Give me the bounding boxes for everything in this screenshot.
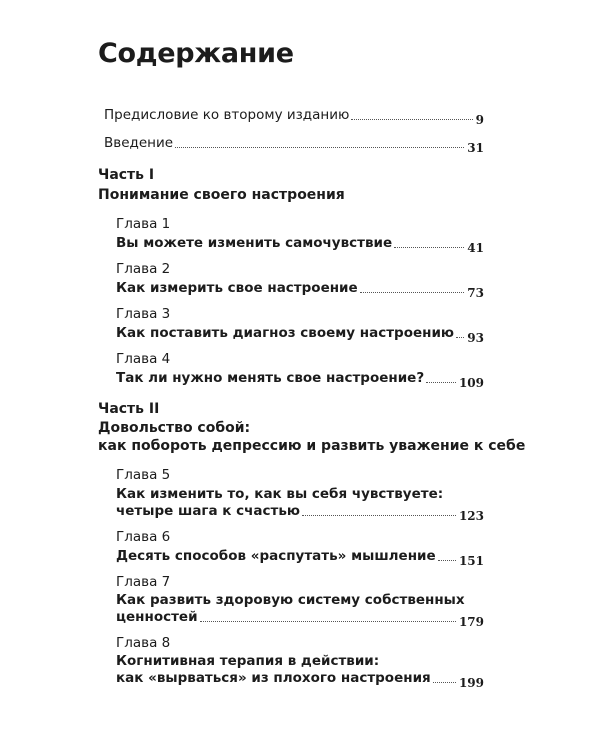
dot-leader: [360, 292, 465, 293]
chapter-8-title-line-1: Когнитивная терапия в действии:: [116, 653, 380, 669]
dot-leader: [456, 337, 464, 338]
part-1-title: Понимание своего настроения: [98, 187, 345, 203]
chapter-title: Десять способов «распутать» мышление: [116, 548, 436, 564]
dot-leader: [351, 119, 472, 120]
entry-title: Введение: [104, 135, 174, 151]
dot-leader: [438, 560, 456, 561]
page-number: 109: [458, 376, 484, 390]
page-title: Содержание: [98, 38, 294, 69]
chapter-title: ценностей: [116, 609, 198, 625]
chapter-1-label: Глава 1: [116, 216, 171, 232]
page-number: 123: [458, 509, 484, 523]
page-number: 31: [467, 141, 484, 155]
page-number: 41: [467, 241, 484, 255]
toc-entry-preface: [104, 107, 484, 127]
chapter-1-entry: [116, 235, 484, 255]
chapter-title: как «вырваться» из плохого настроения: [116, 670, 431, 686]
dot-leader: [200, 621, 456, 622]
chapter-7-entry: [116, 609, 484, 629]
part-2-title-line-1: Довольство собой:: [98, 420, 251, 436]
toc-entry-intro: [104, 135, 484, 155]
chapter-5-entry: [116, 503, 484, 523]
dot-leader: [394, 247, 464, 248]
chapter-4-label: Глава 4: [116, 351, 171, 367]
chapter-5-label: Глава 5: [116, 467, 171, 483]
chapter-title: четыре шага к счастью: [116, 503, 301, 519]
chapter-6-label: Глава 6: [116, 529, 171, 545]
chapter-2-entry: [116, 280, 484, 300]
dot-leader: [426, 382, 456, 383]
chapter-title: Как поставить диагноз своему настроению: [116, 325, 455, 341]
page-number: 93: [467, 331, 484, 345]
chapter-5-title-line-1: Как изменить то, как вы себя чувствуете:: [116, 486, 444, 502]
chapter-3-entry: [116, 325, 484, 345]
chapter-8-entry: [116, 670, 484, 690]
chapter-3-label: Глава 3: [116, 306, 171, 322]
page-number: 9: [475, 113, 484, 127]
chapter-title: Как измерить свое настроение: [116, 280, 358, 296]
chapter-7-label: Глава 7: [116, 574, 171, 590]
chapter-6-entry: [116, 548, 484, 568]
chapter-title: Так ли нужно менять свое настроение?: [116, 370, 425, 386]
part-1-label: Часть I: [98, 167, 155, 183]
chapter-title: Вы можете изменить самочувствие: [116, 235, 393, 251]
chapter-8-label: Глава 8: [116, 635, 171, 651]
chapter-2-label: Глава 2: [116, 261, 171, 277]
page-number: 73: [467, 286, 484, 300]
chapter-4-entry: [116, 370, 484, 390]
entry-title: Предисловие ко второму изданию: [104, 107, 350, 123]
chapter-7-title-line-1: Как развить здоровую систему собственных: [116, 592, 465, 608]
dot-leader: [175, 147, 464, 148]
page-number: 199: [458, 676, 484, 690]
page-number: 151: [458, 554, 484, 568]
dot-leader: [302, 515, 456, 516]
dot-leader: [433, 682, 456, 683]
part-2-label: Часть II: [98, 401, 160, 417]
page-number: 179: [458, 615, 484, 629]
part-2-title-line-2: как побороть депрессию и развить уважение к себе: [98, 438, 526, 454]
